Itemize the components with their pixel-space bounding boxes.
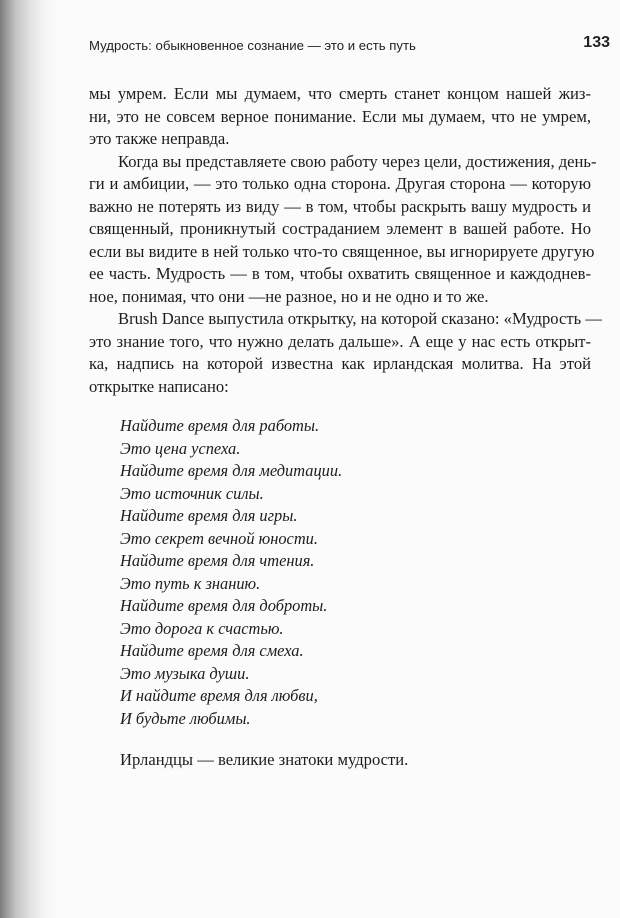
poem-line: Это секрет вечной юности. (120, 528, 318, 548)
body-line: ни, это не совсем верное понимание. Если мы думаем, что не умрем, (89, 106, 591, 126)
body-line: мы умрем. Если мы думаем, что смерть станет концом нашей жиз- (89, 84, 591, 103)
closing-line (120, 749, 408, 772)
running-title: Мудрость: обыкновенное сознание — это и есть путь (89, 38, 416, 53)
body-line: ги и амбиции, — это только одна сторона. Другая сторона — которую (89, 174, 591, 193)
poem-line: Это дорога к счастью. (120, 618, 284, 638)
irish-prayer-poem (120, 415, 342, 730)
body-line: если вы видите в ней только что-то священное, вы игнорируете другую (89, 241, 595, 261)
poem-line: Найдите время для чтения. (120, 551, 315, 570)
body-line: ное, понимая, что они —не разное, но и не одно и то же. (89, 286, 489, 306)
page-spine-shadow (0, 0, 58, 918)
poem-line: Найдите время для игры. (120, 506, 298, 525)
body-line: священный, проникнутый состраданием элемент в вашей работе. Но (89, 219, 591, 238)
closing-text: Ирландцы — великие знатоки мудрости. (120, 750, 409, 769)
body-line: Когда вы представляете свою работу через цели, достижения, день- (118, 151, 597, 171)
poem-line: Это цена успеха. (120, 438, 241, 458)
body-line: Brush Dance выпустила открытку, на которой сказано: «Мудрость — (118, 309, 602, 328)
body-line: ее часть. Мудрость — в том, чтобы охватить священное и каждоднев- (89, 264, 591, 283)
poem-line: Найдите время для доброты. (120, 596, 328, 615)
poem-line: Это музыка души. (120, 663, 250, 683)
body-line: важно не потерять из виду — в том, чтобы раскрыть вашу мудрость и (89, 196, 591, 216)
body-line: это также неправда. (89, 129, 230, 148)
poem-line: Найдите время для медитации. (120, 461, 343, 480)
poem-line: Это путь к знанию. (120, 573, 261, 593)
poem-line: Это источник силы. (120, 483, 264, 503)
body-line: это знание того, что нужно делать дальше». А еще у нас есть открыт- (89, 331, 591, 351)
poem-line: И найдите время для любви, (120, 686, 318, 705)
body-line: открытке написано: (89, 376, 229, 396)
body-text (89, 83, 602, 398)
body-line: ка, надпись на которой известна как ирландская молитва. На этой (89, 354, 591, 373)
poem-line: Найдите время для работы. (120, 416, 320, 435)
page-number: 133 (583, 34, 610, 51)
poem-line: И будьте любимы. (120, 708, 251, 728)
poem-line: Найдите время для смеха. (120, 641, 304, 660)
